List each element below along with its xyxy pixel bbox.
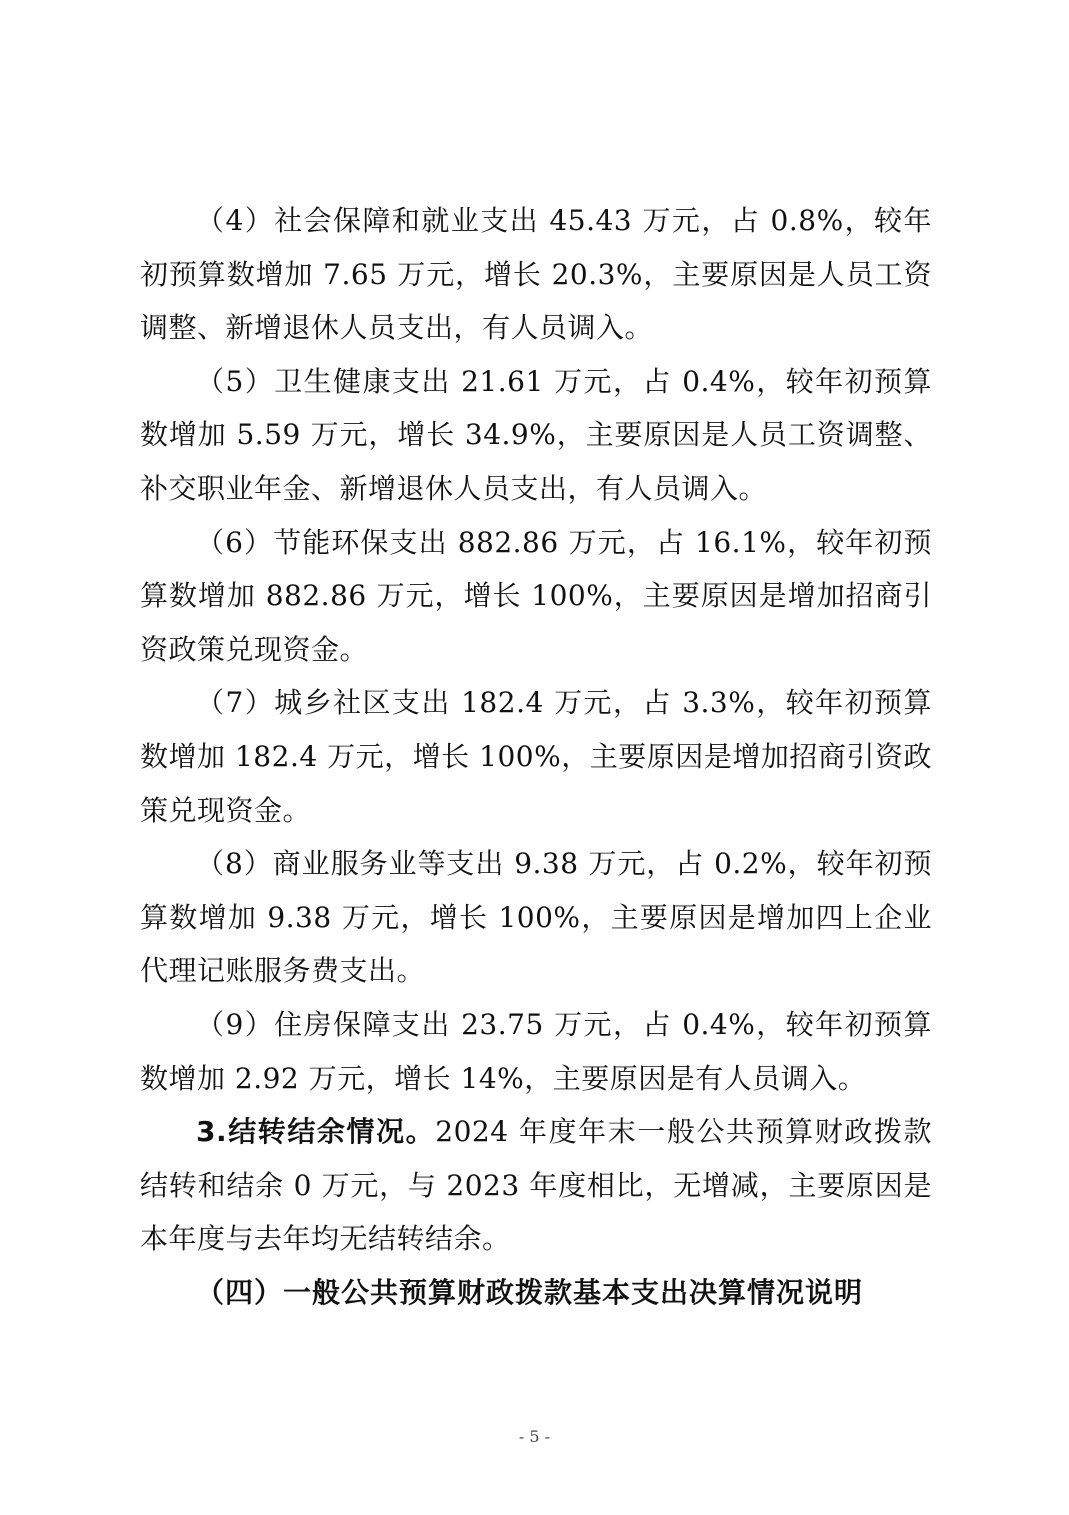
paragraph-carryover xyxy=(140,1105,932,1266)
paragraph-social-security: （4）社会保障和就业支出 45.43 万元，占 0.8%，较年初预算数增加 7.65 万元，增长 20.3%，主要原因是人员工资调整、新增退休人员支出，有人员调入。 xyxy=(140,204,932,345)
section-heading: （四）一般公共预算财政拨款基本支出决算情况说明 xyxy=(196,1275,864,1309)
paragraph-housing: （9）住房保障支出 23.75 万元，占 0.4%，较年初预算数增加 2.92 万元，增长 14%，主要原因是有人员调入。 xyxy=(140,1007,932,1095)
paragraph-environment: （6）节能环保支出 882.86 万元，占 16.1%，较年初预算数增加 882.86 万元，增长 100%，主要原因是增加招商引资政策兑现资金。 xyxy=(140,525,932,666)
carryover-lead: 3.结转结余情况。 xyxy=(196,1115,436,1149)
carryover-text: 2024 年度年末一般公共预算财政拨款结转和结余 0 万元，与 2023 年度相比，无增减，主要原因是本年度与去年均无结转结余。 xyxy=(140,1115,932,1256)
page-number: - 5 - xyxy=(518,1427,551,1446)
paragraph-urban-rural: （7）城乡社区支出 182.4 万元，占 3.3%，较年初预算数增加 182.4 万元，增长 100%，主要原因是增加招商引资政策兑现资金。 xyxy=(140,686,932,827)
paragraph-commerce: （8）商业服务业等支出 9.38 万元，占 0.2%，较年初预算数增加 9.38 万元，增长 100%，主要原因是增加四上企业代理记账服务费支出。 xyxy=(140,847,932,988)
document-body xyxy=(140,194,932,1319)
paragraph-health: （5）卫生健康支出 21.61 万元，占 0.4%，较年初预算数增加 5.59 万元，增长 34.9%，主要原因是人员工资调整、补交职业年金、新增退休人员支出，有人员调入。 xyxy=(140,364,932,505)
